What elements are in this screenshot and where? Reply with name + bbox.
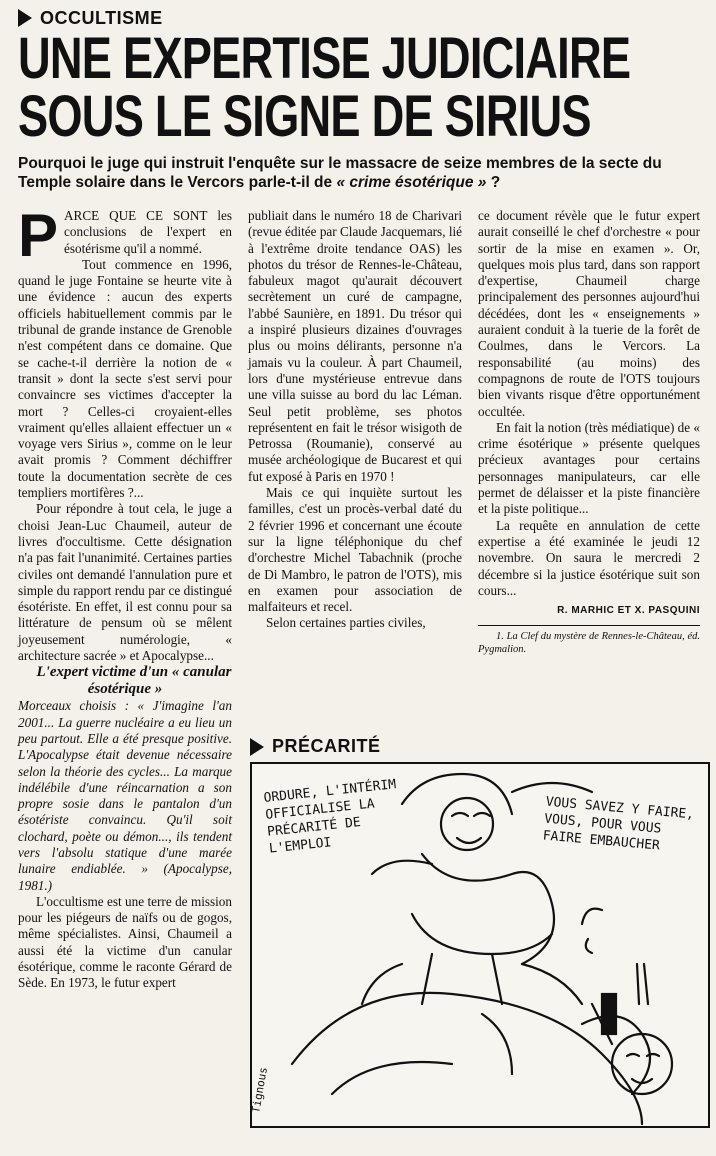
headline-line-2: SOUS LE SIGNE DE SIRIUS	[18, 84, 591, 149]
paragraph: L'occultisme est une terre de mission pour les piégeurs de naïfs ou de gogos, même spécialistes. Ainsi, Chaumeil a aussi été la victime d'un canular ésotérique, comme le raconte Gérard de Sède. En 1973, le futur expert	[18, 893, 232, 991]
byline: R. MARHIC ET X. PASQUINI	[557, 605, 700, 617]
section-label: OCCULTISME	[40, 7, 163, 28]
standfirst	[18, 154, 708, 192]
paragraph: ce document révèle que le futur expert aurait conseillé le chef d'orchestre « pour sortir de la mise en examen ». Or, quelques mois plus tard, dans son rapport d'expertise, Chaumeil charge principalement des personnes aujourd'hui décédées, dont les « enseignements » auraient conduit à la tuerie de la forêt de Coulmes, dans le Vercors. La responsabilité (au moins) des compagnons de route de l'OTS toujours bien vivants risque d'être opportunément occultée.	[478, 208, 700, 419]
divider	[478, 625, 700, 626]
quote-paragraph: Morceaux choisis : « J'imagine l'an 2001... La guerre nucléaire a eu lieu un peu partout. Elle a été presque positive. L'Apocalypse était devenue nécessaire selon la théorie des cycles... La marque indélébile d'une réincarnation a son propre sosie dans le pantalon d'un ésotériste convaincu. Qu'il soit clochard, poète ou démon..., ils tendent vers l'absolu statique d'une marée lunaire endiablée. » (Apocalypse, 1981.)	[18, 698, 232, 893]
triangle-icon	[18, 9, 32, 27]
paragraph: Tout commence en 1996, quand le juge Fontaine se heurte vite à une évidence : aucun des experts officiels habituellement commis par le tribunal de grande instance de Grenoble n'est compétent dans ce domaine. Que se cache-t-il derrière la notion de « transit » dont la secte s'est servi pour convaincre ses victimes d'accepter la mort ? Celles-ci croyaient-elles vraiment qu'elles allaient effectuer un « voyage vers Sirius », comme on le leur avait promis ? Comment déchiffrer toute la documentation secrète de ces templiers mortifères ?...	[18, 256, 232, 501]
headline	[18, 26, 631, 149]
speech-balloon-right: VOUS SAVEZ Y FAIRE, VOUS, POUR VOUS FAIRE EMBAUCHER	[542, 794, 695, 854]
paragraph: Selon certaines parties civiles,	[266, 615, 426, 631]
triangle-icon	[250, 738, 264, 756]
cartoon-illustration	[250, 762, 710, 1128]
standfirst-text: Pourquoi le juge qui instruit l'enquête sur le massacre de seize membres de la secte du Temple solaire dans le Vercors parle-t-il de	[18, 155, 662, 191]
cartoon-rubric-label: PRÉCARITÉ	[272, 736, 381, 756]
headline-line-1: UNE EXPERTISE JUDICIAIRE	[18, 26, 631, 91]
article-column-1	[18, 202, 232, 992]
paragraph: La requête en annulation de cette expertise a été examinée le jeudi 12 novembre. On saura le mercredi 2 décembre si la justice ésotérique suit son cours...	[478, 517, 700, 598]
article-column-2	[248, 208, 462, 632]
standfirst-end: ?	[490, 174, 501, 191]
speech-balloon-left: ORDURE, L'INTÉRIM OFFICIALISE LA PRÉCARITÉ DE L'EMPLOI	[262, 777, 397, 857]
article-column-3	[478, 208, 700, 656]
intertitle: L'expert victime d'un « canular ésotérique »	[36, 664, 232, 698]
paragraph	[18, 202, 232, 269]
paragraph: En fait la notion (très médiatique) de « crime ésotérique » présente quelques précieux avantages pour certains personnages manipulateurs, car elle permet de délaisser et la piste financière et la piste politique...	[478, 419, 700, 517]
cartoon-rubric	[250, 736, 381, 757]
artist-signature: Tignous	[249, 1066, 271, 1114]
footnote: 1. La Clef du mystère de Rennes-le-Château, éd. Pygmalion.	[478, 631, 700, 656]
paragraph: publiait dans le numéro 18 de Charivari (revue éditée par Claude Jacquemars, lié à l'extrême droite tendance OAS) les photos du trésor de Rennes-le-Château, fabuleux magot qu'aurait découvert secrètement un curé de campagne, l'abbé Saunière, en 1891. Du trésor qui a inspiré plusieurs dizaines d'ouvrages plus ou moins délirants, personne n'a jamais vu la couleur. À part Chaumeil, lors d'une mystérieuse entrevue dans une villa suisse au bord du lac Léman. Seul petit problème, ses photos représentent en fait le trésor wisigoth de Petrossa (Roumanie), conservé au musée archéologique de Bucarest et qui fut exposé à Paris en 1970 !	[248, 208, 462, 484]
paragraph: Mais ce qui inquiète surtout les familles, c'est un procès-verbal daté du 2 février 1996 et concernant une écoute sur la ligne téléphonique du chef d'orchestre Michel Tabachnik (proche de Di Mambro, le patron de l'OTS), mis en examen pour association de malfaiteurs et recel.	[248, 485, 462, 615]
paragraph-text: les conclusions de l'expert en ésotérisme qu'il a nommé.	[64, 208, 232, 256]
lead-in: ARCE QUE CE SONT	[64, 208, 208, 223]
paragraph: Pour répondre à tout cela, le juge a choisi Jean-Luc Chaumeil, auteur de livres d'occultisme. Cette désignation n'a pas fait l'unanimité. Certaines parties civiles ont demandé l'annulation pure et simple du rapport rendu par ce distingué ésotériste. En effet, il est connu pour sa littérature de pensum où se mêlent joyeusement numérologie, « architecture sacrée » et Apocalypse...	[18, 501, 232, 664]
standfirst-quote: « crime ésotérique »	[336, 174, 487, 191]
drop-cap: P	[18, 202, 59, 269]
